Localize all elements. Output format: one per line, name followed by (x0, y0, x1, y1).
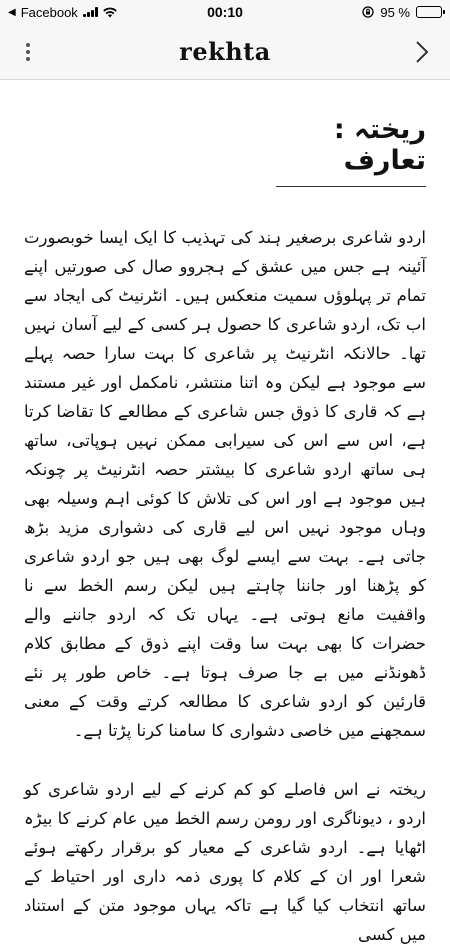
chevron-right-icon[interactable] (410, 37, 434, 67)
page-title: ریختہ : تعارف (276, 114, 426, 187)
battery-icon (416, 6, 442, 18)
signal-icon (83, 7, 98, 17)
status-time: 00:10 (207, 4, 243, 20)
more-options-icon[interactable] (16, 37, 40, 67)
status-left (8, 5, 178, 20)
status-bar (0, 0, 450, 24)
article-content (0, 80, 450, 944)
article-paragraph: ریختہ نے اس فاصلے کو کم کرنے کے لیے اردو شاعری کو اردو ، دیوناگری اور رومن رسم الخط میں عام کرنے کا بیڑہ اٹھایا ہے۔ اردو شاعری کے معیار کو برقرار رکھتے ہوئے شعرا اور ان کے کلام کا پوری ذمہ داری اور احتیاط کے ساتھ انتخاب کیا گیا ہے تاکہ یہاں موجود متن کے استناد میں کسی (24, 780, 426, 944)
status-right (272, 5, 442, 20)
article-paragraph: اردو شاعری برصغیر ہند کی تہذیب کا ایک ایسا خوبصورت آئینہ ہے جس میں عشق کے ہجروو صال کی صورتیں اپنے تمام تر پہلوؤں سمیت منعکس ہیں۔ انٹرنیٹ کی ایجاد سے اب تک، اردو شاعری کا حصول ہر کسی کے لیے آسان نہیں تھا۔ حالانکہ انٹرنیٹ پر شاعری کا بہت سارا حصہ پہلے سے موجود ہے لیکن وہ اتنا منتشر، نامکمل اور غیر مستند ہے کہ قاری کا ذوق جس شاعری کے مطالعے کا تقاضا کرتا ہے، اس سے اس کی سیرابی ممکن نہیں ہوپاتی، ساتھ ہی ساتھ اردو شاعری کا بیشتر حصہ انٹرنیٹ پر چونکہ ہیں موجود ہے اور اس کی تلاش کا کوئی اہم وسیلہ بھی وہاں موجود نہیں اس لیے قاری کی دشواری مزید بڑھ جاتی ہے۔ بہت سے ایسے لوگ بھی ہیں جو اردو شاعری کو پڑھنا اور جاننا چاہتے ہیں لیکن رسم الخط سے نا واقفیت مانع ہوتی ہے۔ یہاں تک کہ اردو جاننے والے حضرات کا بھی بہت سا وقت اپنے ذوق کے مطابق کلام ڈھونڈنے میں بے جا صرف ہوتا ہے۔ خاص طور پر نئے قارئین کو اردو شاعری کا مطالعہ کرتے وقت کے معنی سمجھنے میں خاصی دشواری کا سامنا کرنا پڑتا ہے۔ (24, 228, 426, 740)
back-to-app-icon[interactable]: ◀ (8, 6, 16, 18)
brand-logo[interactable]: rekhta (179, 37, 271, 66)
battery-percent: 95 % (380, 4, 410, 20)
carrier-label: Facebook (20, 4, 78, 20)
app-header (0, 24, 450, 80)
rotation-lock-icon (362, 6, 374, 18)
wifi-icon (103, 7, 117, 18)
